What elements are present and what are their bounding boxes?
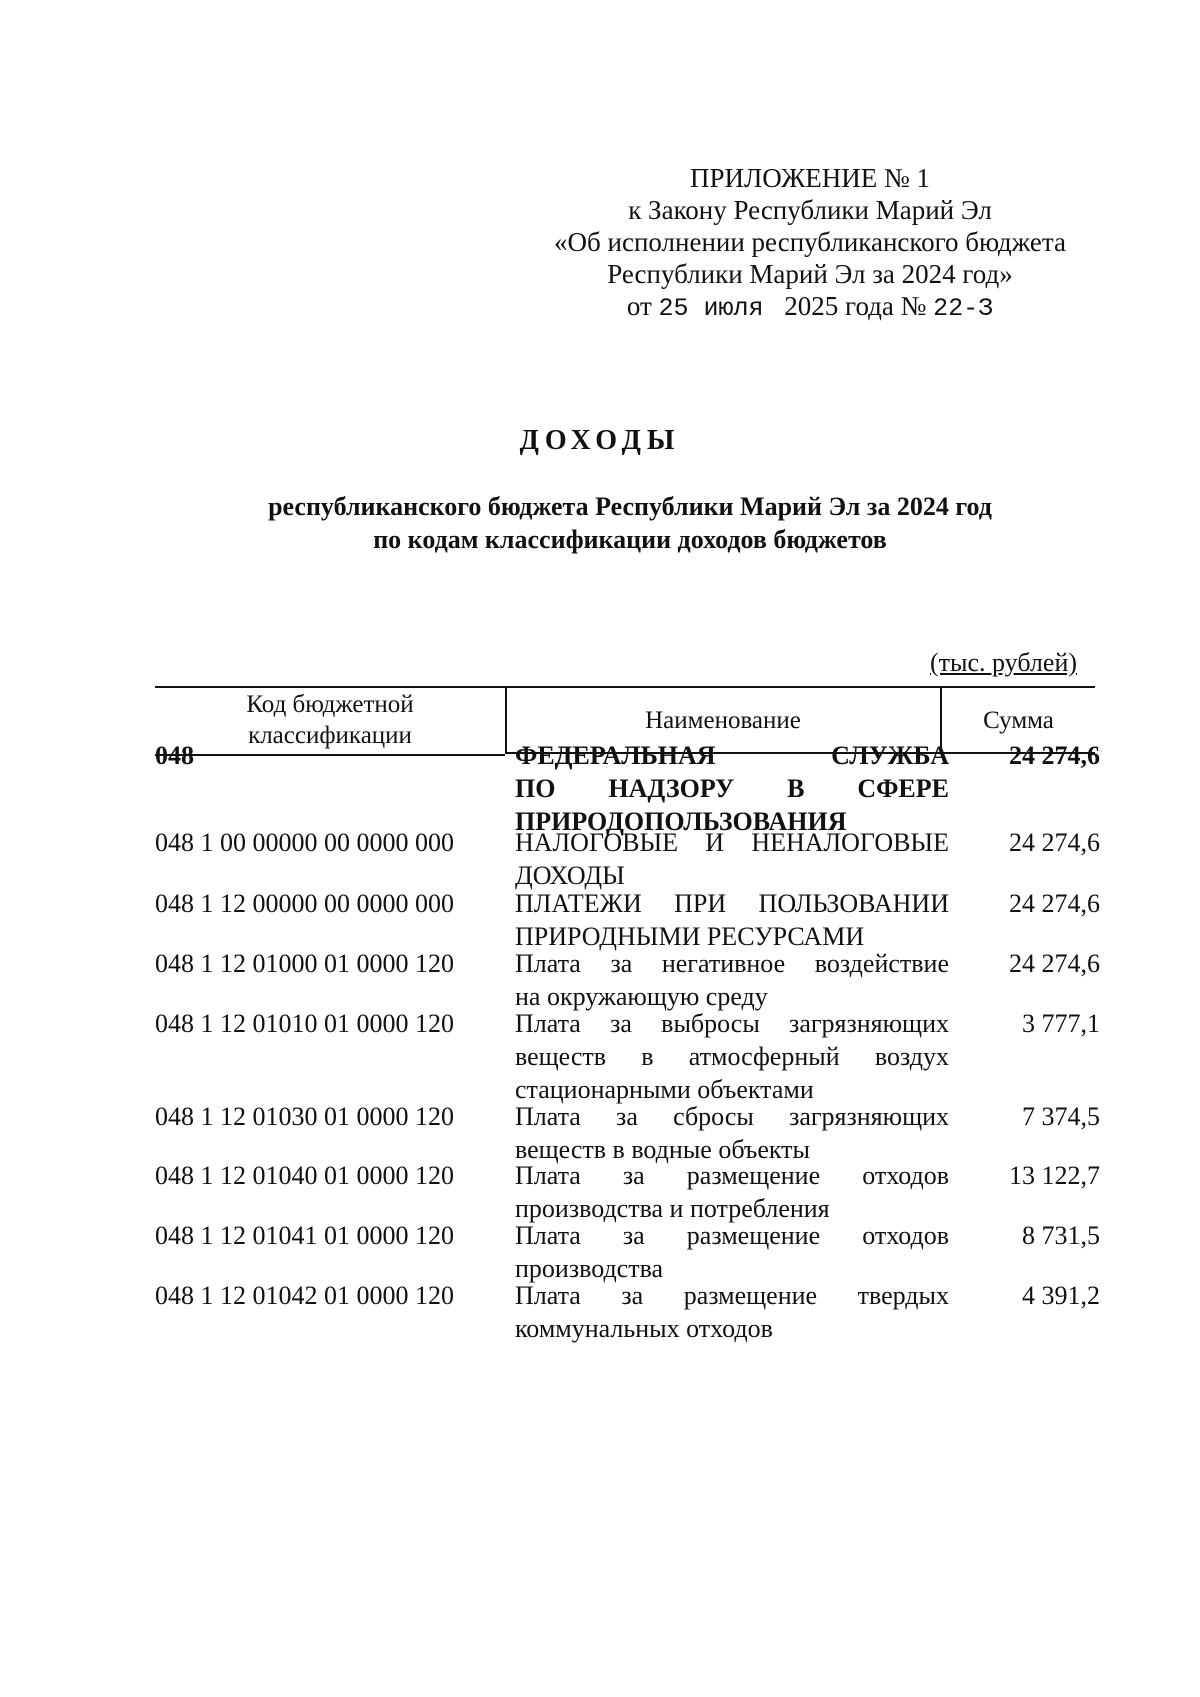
appendix-line-2: к Закону Республики Марий Эл — [628, 195, 992, 225]
date-prefix: от — [626, 291, 652, 321]
row-name — [515, 947, 949, 1013]
row-name-line: коммунальных отходов — [515, 1314, 773, 1343]
row-code: 048 1 12 01030 01 0000 120 — [155, 1102, 454, 1131]
row-amount: 7 374,5 — [1022, 1102, 1100, 1131]
row-name-line: Плата за негативное воздействие — [515, 949, 949, 978]
row-name — [515, 1007, 949, 1106]
row-code: 048 1 12 01041 01 0000 120 — [155, 1221, 454, 1250]
row-name-line: Плата за выбросы загрязняющих — [515, 1009, 949, 1038]
header-amount: Сумма — [983, 706, 1054, 734]
row-amount: 24 274,6 — [1009, 949, 1100, 978]
row-amount: 8 731,5 — [1022, 1221, 1100, 1250]
row-name — [515, 887, 949, 953]
row-name-line: производства и потребления — [515, 1194, 830, 1223]
row-name-line: Плата за сбросы загрязняющих — [515, 1102, 949, 1131]
row-code: 048 1 12 01042 01 0000 120 — [155, 1281, 454, 1310]
row-name-line: Плата за размещение отходов — [515, 1221, 949, 1250]
appendix-header — [520, 162, 1100, 325]
date-year: 2025 года № — [784, 291, 927, 321]
row-name-line: стационарными объектами — [515, 1075, 814, 1104]
row-code: 048 — [155, 741, 194, 770]
appendix-date-line — [520, 290, 1100, 325]
row-name-line: Плата за размещение твердых — [515, 1281, 949, 1310]
row-name-line: ДОХОДЫ — [515, 861, 625, 890]
row-name-line: веществ в атмосферный воздух — [515, 1042, 949, 1071]
row-name-line: ПЛАТЕЖИ ПРИ ПОЛЬЗОВАНИИ — [515, 889, 949, 918]
document-title: ДОХОДЫ — [519, 425, 681, 456]
row-name — [515, 739, 949, 838]
row-name — [515, 1100, 949, 1166]
row-amount: 13 122,7 — [1009, 1161, 1100, 1190]
units-label: (тыс. рублей) — [930, 648, 1078, 677]
law-number: 22-З — [933, 294, 994, 323]
subtitle-line-1: республиканского бюджета Республики Марий Эл за 2024 год — [268, 492, 992, 521]
row-code: 048 1 12 01010 01 0000 120 — [155, 1009, 454, 1038]
row-amount: 3 777,1 — [1022, 1009, 1100, 1038]
row-name-line: ПРИРОДНЫМИ РЕСУРСАМИ — [515, 922, 865, 951]
row-name-line: на окружающую среду — [515, 982, 768, 1011]
header-name: Наименование — [645, 706, 801, 734]
row-code: 048 1 00 00000 00 0000 000 — [155, 828, 454, 857]
row-name — [515, 1159, 949, 1225]
document-subtitle — [120, 490, 1140, 556]
row-name — [515, 1279, 949, 1345]
row-name-line: ФЕДЕРАЛЬНАЯ СЛУЖБА — [515, 741, 949, 770]
row-name-line: производства — [515, 1254, 664, 1283]
header-code-line-2: классификации — [248, 722, 412, 749]
row-amount: 4 391,2 — [1022, 1281, 1100, 1310]
row-name-line: ПРИРОДОПОЛЬЗОВАНИЯ — [515, 807, 847, 836]
appendix-line-4: Республики Марий Эл за 2024 год» — [607, 259, 1013, 289]
row-amount: 24 274,6 — [1009, 741, 1100, 770]
appendix-line-1: ПРИЛОЖЕНИЕ № 1 — [689, 163, 931, 193]
row-name-line: Плата за размещение отходов — [515, 1161, 949, 1190]
date-day-month: 25 июля — [658, 294, 764, 323]
row-name — [515, 1219, 949, 1285]
row-name-line: ПО НАДЗОРУ В СФЕРЕ — [515, 774, 949, 803]
row-name-line: веществ в водные объекты — [515, 1135, 811, 1164]
row-code: 048 1 12 01040 01 0000 120 — [155, 1161, 454, 1190]
appendix-line-3: «Об исполнении республиканского бюджета — [554, 227, 1066, 257]
header-code-line-1: Код бюджетной — [246, 691, 414, 718]
row-name-line: НАЛОГОВЫЕ И НЕНАЛОГОВЫЕ — [515, 828, 949, 857]
row-code: 048 1 12 00000 00 0000 000 — [155, 889, 454, 918]
row-amount: 24 274,6 — [1009, 889, 1100, 918]
row-code: 048 1 12 01000 01 0000 120 — [155, 949, 454, 978]
row-amount: 24 274,6 — [1009, 828, 1100, 857]
subtitle-line-2: по кодам классификации доходов бюджетов — [373, 525, 887, 554]
row-name — [515, 826, 949, 892]
